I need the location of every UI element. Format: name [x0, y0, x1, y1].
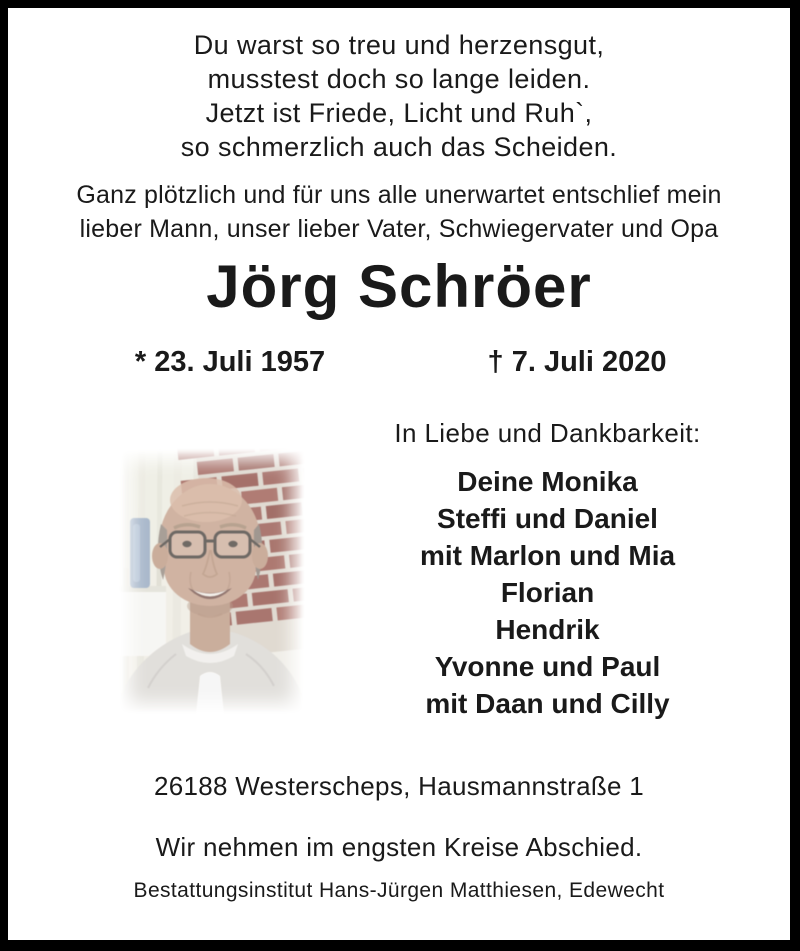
poem-line: musstest doch so lange leiden.: [207, 64, 591, 94]
birth-date: * 23. Juli 1957: [134, 346, 326, 378]
mourner-line: mit Marlon und Mia: [419, 540, 676, 571]
deceased-name: Jörg Schröer: [206, 253, 592, 320]
announcement-line: lieber Mann, unser lieber Vater, Schwiegervater und Opa: [79, 215, 719, 243]
mourner-line: Yvonne und Paul: [434, 651, 661, 682]
condolence-intro: In Liebe und Dankbarkeit:: [394, 418, 701, 448]
mourner-line: Steffi und Daniel: [437, 503, 658, 534]
death-date: † 7. Juli 2020: [487, 346, 667, 378]
mourner-line: Hendrik: [495, 614, 600, 645]
notice-paper: [8, 8, 790, 940]
poem-line: so schmerzlich auch das Scheiden.: [180, 132, 618, 162]
poem-line: Du warst so treu und herzensgut,: [193, 30, 605, 60]
mourner-line: mit Daan und Cilly: [425, 688, 670, 719]
announcement-line: Ganz plötzlich und für uns alle unerwartet entschlief mein: [76, 181, 722, 209]
mourners-list: [305, 463, 790, 722]
condolence-block: [305, 417, 790, 722]
mourner-line: Florian: [500, 577, 595, 608]
farewell-line: Wir nehmen im engsten Kreise Abschied.: [155, 832, 643, 862]
announcement-text: [8, 178, 790, 246]
portrait-illustration: [118, 448, 305, 715]
memorial-poem: [8, 28, 790, 164]
mourner-line: Deine Monika: [457, 466, 638, 497]
portrait-photo: [118, 448, 305, 715]
poem-line: Jetzt ist Friede, Licht und Ruh`,: [205, 98, 593, 128]
address-line: 26188 Westerscheps, Hausmannstraße 1: [153, 771, 645, 801]
funeral-home-line: Bestattungsinstitut Hans-Jürgen Matthiesen, Edewecht: [133, 879, 665, 902]
